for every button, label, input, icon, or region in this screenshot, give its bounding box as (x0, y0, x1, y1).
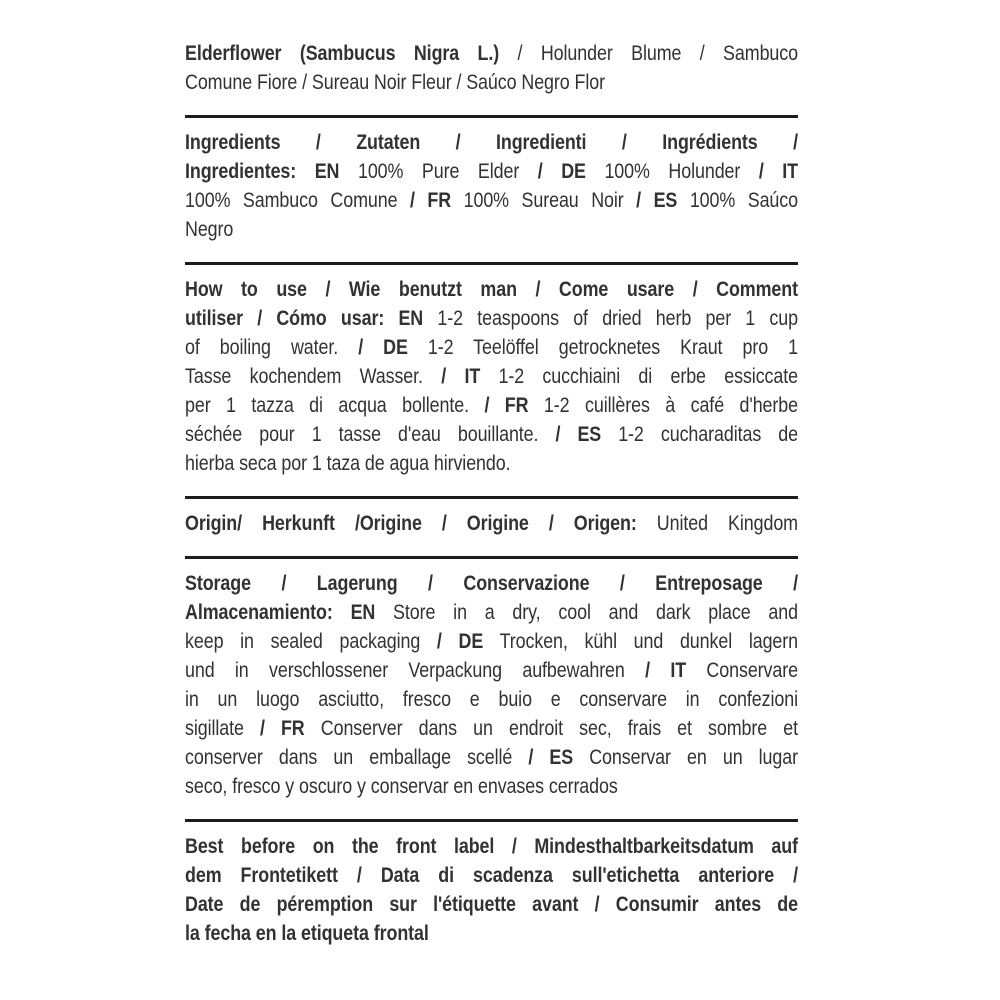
text-line (185, 391, 798, 420)
bold-text-run: Ingredients / Zutaten / Ingredienti / Ingrédients / (185, 131, 799, 154)
text-line (185, 420, 798, 449)
bold-text-run: Origin/ Herkunft /Origine / Origine / Origen: (185, 512, 637, 535)
text-run: conserver dans un emballage scellé (185, 746, 529, 769)
text-line (185, 304, 798, 333)
label-sheet (185, 39, 798, 948)
bold-text-run: Storage / Lagerung / Conservazione / Entreposage / (185, 572, 799, 595)
text-line (185, 743, 798, 772)
text-run: Conserver dans un endroit sec, frais et sombre et (304, 717, 799, 740)
text-run: und in verschlossener Verpackung aufbewahren (185, 659, 646, 682)
text-run: 100% Pure Elder (339, 160, 538, 183)
bold-text-run: / FR (259, 717, 305, 740)
bold-text-run: / ES (555, 423, 602, 446)
bold-text-run: la fecha en la etiqueta frontal (185, 922, 429, 945)
text-line (185, 128, 798, 157)
text-line (185, 890, 798, 919)
product-name-section (185, 39, 905, 97)
text-run: Conservar en un lugar (573, 746, 799, 769)
text-run: Trocken, kühl und dunkel lagern (483, 630, 799, 653)
text-run: séchée pour 1 tasse d'eau bouillante. (185, 423, 556, 446)
bold-text-run: Best before on the front label / Mindesthaltbarkeitsdatum auf (185, 835, 799, 858)
text-line (185, 275, 798, 304)
section-divider (185, 819, 798, 822)
text-run: 1-2 cuillères à café d'herbe (528, 394, 799, 417)
bold-text-run: / IT (645, 659, 687, 682)
text-run: seco, fresco y oscuro y conservar en envases cerrados (185, 775, 618, 798)
bold-text-run: / DE (358, 336, 408, 359)
text-run: hierba seca por 1 taza de agua hirviendo. (185, 452, 511, 475)
text-line (185, 627, 798, 656)
text-line (185, 215, 798, 244)
bold-text-run: dem Frontetikett / Data di scadenza sull'etichetta anteriore / (185, 864, 799, 887)
text-run: 100% Saúco (677, 189, 799, 212)
text-line (185, 919, 798, 948)
text-line (185, 569, 798, 598)
bold-text-run: / ES (636, 189, 678, 212)
bold-text-run: / ES (528, 746, 574, 769)
section-divider (185, 115, 798, 118)
bold-text-run: Almacenamiento: EN (185, 601, 376, 624)
text-line (185, 685, 798, 714)
text-run: in un luogo asciutto, fresco e buio e conservare in confezioni (185, 688, 799, 711)
text-run: per 1 tazza di acqua bollente. (185, 394, 485, 417)
bold-text-run: / DE (537, 160, 586, 183)
text-run: / Holunder Blume / Sambuco (499, 42, 799, 65)
text-line (185, 68, 798, 97)
text-line (185, 186, 798, 215)
text-run: Tasse kochendem Wasser. (185, 365, 442, 388)
bold-text-run: How to use / Wie benutzt man / Come usare / Comment (185, 278, 799, 301)
text-run: keep in sealed packaging (185, 630, 437, 653)
text-run: sigillate (185, 717, 260, 740)
bold-text-run: utiliser / Cómo usar: EN (185, 307, 424, 330)
text-run: Conservare (686, 659, 798, 682)
text-run: 100% Holunder (585, 160, 759, 183)
text-run: 100% Sureau Noir (451, 189, 637, 212)
text-line (185, 656, 798, 685)
text-line (185, 333, 798, 362)
text-line (185, 598, 798, 627)
section-divider (185, 556, 798, 559)
bold-text-run: / DE (436, 630, 484, 653)
text-line (185, 832, 798, 861)
text-line (185, 861, 798, 890)
text-run: 1-2 cucharaditas de (601, 423, 798, 446)
bold-text-run: Date de péremption sur l'étiquette avant / Consumir antes de (185, 893, 799, 916)
text-line (185, 449, 798, 478)
text-run: 1-2 teaspoons of dried herb per 1 cup (423, 307, 798, 330)
text-line (185, 772, 798, 801)
text-run: of boiling water. (185, 336, 359, 359)
text-line (185, 509, 798, 538)
section-divider (185, 262, 798, 265)
text-run: Negro (185, 218, 234, 241)
bold-text-run: / IT (441, 365, 481, 388)
best-before-section (185, 832, 905, 948)
bold-text-run: / FR (409, 189, 452, 212)
origin-section (185, 509, 905, 538)
text-run: 100% Sambuco Comune (185, 189, 410, 212)
text-run: United Kingdom (636, 512, 798, 535)
text-run: Comune Fiore / Sureau Noir Fleur / Saúco Negro Flor (185, 71, 605, 94)
text-line (185, 157, 798, 186)
bold-text-run: Elderflower (Sambucus Nigra L.) (185, 42, 500, 65)
text-run: 1-2 Teelöffel getrocknetes Kraut pro 1 (407, 336, 798, 359)
how-to-use-section (185, 275, 905, 478)
text-line (185, 39, 798, 68)
bold-text-run: / IT (758, 160, 799, 183)
text-run: 1-2 cucchiaini di erbe essiccate (480, 365, 799, 388)
text-line (185, 714, 798, 743)
bold-text-run: Ingredientes: EN (185, 160, 340, 183)
section-divider (185, 496, 798, 499)
text-line (185, 362, 798, 391)
storage-section (185, 569, 905, 801)
text-run: Store in a dry, cool and dark place and (375, 601, 798, 624)
ingredients-section (185, 128, 905, 244)
bold-text-run: / FR (484, 394, 529, 417)
